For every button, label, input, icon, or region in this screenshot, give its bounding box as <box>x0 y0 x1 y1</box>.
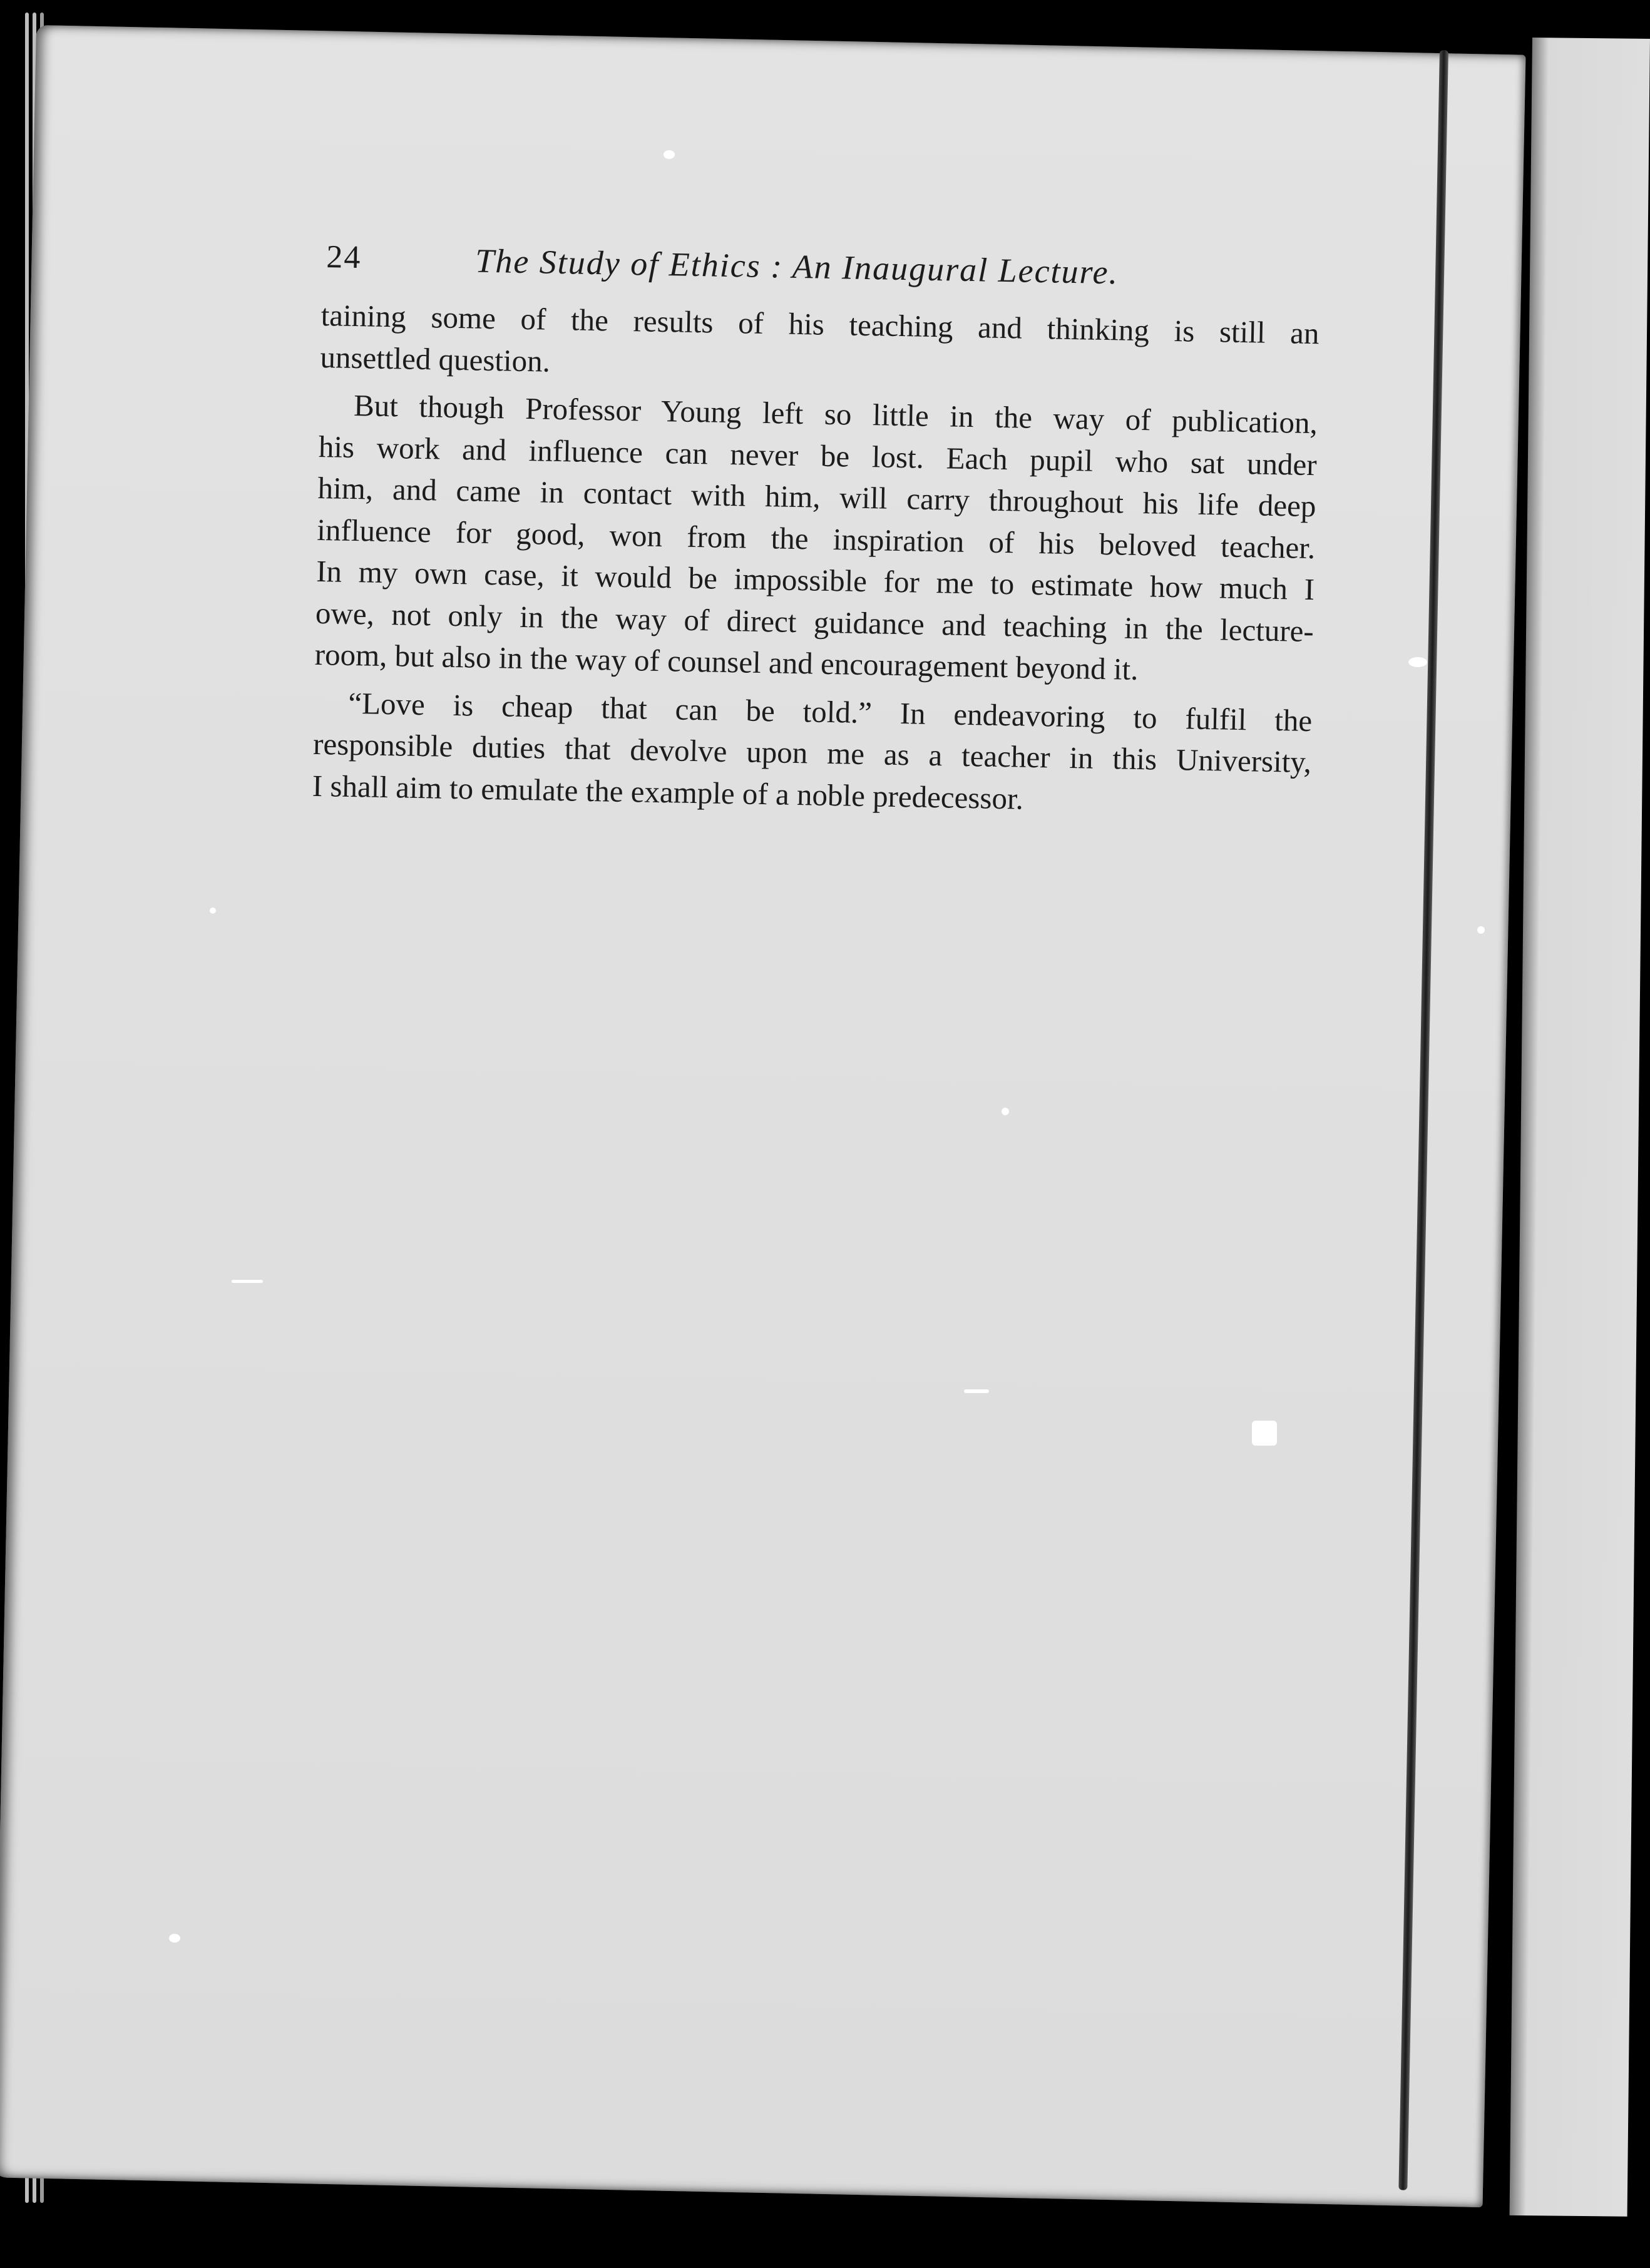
dust-speck <box>1408 657 1427 667</box>
paragraph <box>277 681 1313 825</box>
dust-speck <box>169 1934 180 1943</box>
dust-speck <box>1252 1421 1277 1446</box>
text-line: room, but also in the way of counsel and encouragement beyond it. <box>314 636 1139 687</box>
text-line: In my own case, it would be impossible for me to estimate how much I <box>315 553 1315 607</box>
text-line: him, and came in contact with him, will carry throughout his life deep <box>317 470 1316 524</box>
text-line: I shall aim to emulate the example of a noble predecessor. <box>312 768 1024 816</box>
text-line: owe, not only in the way of direct guidance and teaching in the lecture- <box>315 595 1314 648</box>
dust-speck <box>1002 1108 1009 1115</box>
text-line: “Love is cheap that can be told.” In endeavoring to fulfil the <box>347 685 1313 738</box>
dust-speck <box>210 907 216 914</box>
dust-speck <box>1477 926 1485 934</box>
running-title: The Study of Ethics : An Inaugural Lecture. <box>474 242 1119 292</box>
dust-speck <box>232 1280 263 1283</box>
text-line: taining some of the results of his teaching and thinking is still an <box>320 297 1319 351</box>
text-line: But though Professor Young left so little in the way of publication, <box>353 387 1318 441</box>
dust-speck <box>664 150 675 159</box>
text-line: influence for good, won from the inspiration of his beloved teacher. <box>316 512 1316 565</box>
paragraph <box>280 384 1318 693</box>
text-block <box>277 238 1319 825</box>
text-line: responsible duties that devolve upon me as a teacher in this University, <box>312 726 1312 780</box>
text-line: his work and influence can never be lost. Each pupil who sat under <box>318 429 1318 482</box>
text-line: unsettled question. <box>320 339 551 379</box>
page-number: 24 <box>325 239 362 276</box>
dust-speck <box>964 1389 989 1393</box>
facing-page <box>1510 38 1650 2217</box>
